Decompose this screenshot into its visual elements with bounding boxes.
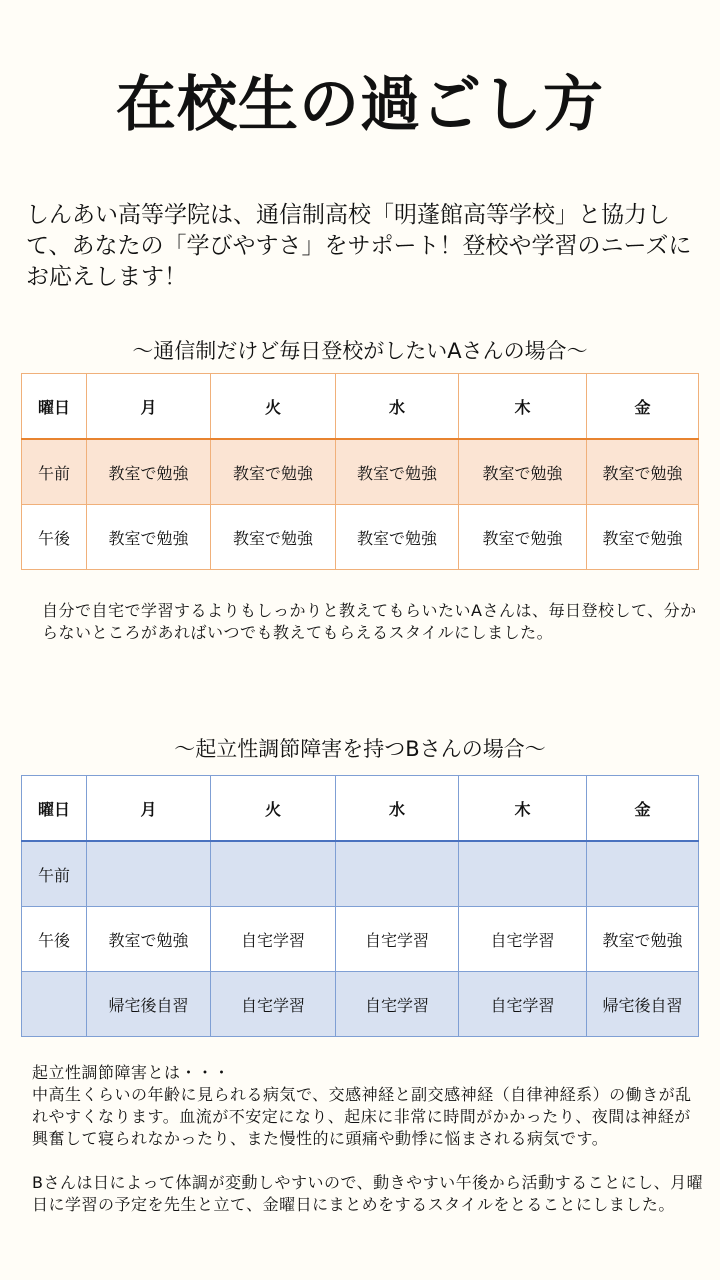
table-row xyxy=(22,841,699,907)
row-label: 午後 xyxy=(22,505,87,570)
row-label: 午前 xyxy=(22,841,87,907)
table-cell: 教室で勉強 xyxy=(459,439,587,505)
table-cell: 教室で勉強 xyxy=(587,907,699,972)
empty-slot-cell xyxy=(336,841,459,907)
case-b-note xyxy=(32,1062,704,1216)
header-cell: 曜日 xyxy=(22,374,87,440)
table-cell: 自宅学習 xyxy=(211,907,336,972)
header-cell: 火 xyxy=(211,776,336,842)
table-cell: 教室で勉強 xyxy=(211,439,336,505)
case-a-note: 自分で自宅で学習するよりもしっかりと教えてもらいたいAさんは、毎日登校して、分からないところがあればいつでも教えてもらえるスタイルにしました。 xyxy=(42,601,697,642)
case-a-schedule-table xyxy=(21,373,699,570)
intro-text: しんあい高等学院は、通信制高校「明蓬館高等学校」と協力して、あなたの「学びやすさ」をサポート！登校や学習のニーズにお応えします！ xyxy=(26,202,692,290)
note-title: 起立性調節障害とは・・・ xyxy=(32,1063,231,1082)
empty-slot-cell xyxy=(211,841,336,907)
header-cell: 木 xyxy=(459,776,587,842)
table-cell: 教室で勉強 xyxy=(587,505,699,570)
header-cell: 月 xyxy=(87,374,211,440)
row-label xyxy=(22,972,87,1037)
case-b-schedule-table xyxy=(21,775,699,1037)
empty-slot-cell xyxy=(87,841,211,907)
table-cell: 自宅学習 xyxy=(336,907,459,972)
row-label: 午後 xyxy=(22,907,87,972)
table-cell: 教室で勉強 xyxy=(587,439,699,505)
page-title: 在校生の過ごし方 xyxy=(116,70,604,140)
table-header-row xyxy=(22,776,699,842)
table-cell: 教室で勉強 xyxy=(211,505,336,570)
case-a-heading: ～通信制だけど毎日登校がしたいAさんの場合～ xyxy=(132,339,588,363)
note-body: 中高生くらいの年齢に見られる病気で、交感神経と副交感神経（自律神経系）の働きが乱れやすくなります。血流が不安定になり、起床に非常に時間がかかったり、夜間は神経が興奮して寝られなかったり、また慢性的に頭痛や動悸に悩まされる病気です。 xyxy=(32,1085,692,1148)
table-cell: 自宅学習 xyxy=(459,907,587,972)
case-b-heading: ～起立性調節障害を持つBさんの場合～ xyxy=(174,737,546,761)
table-header-row xyxy=(22,374,699,440)
table-row xyxy=(22,439,699,505)
table-cell: 自宅学習 xyxy=(459,972,587,1037)
header-cell: 金 xyxy=(587,776,699,842)
header-cell: 水 xyxy=(336,374,459,440)
note-plan: Bさんは日によって体調が変動しやすいので、動きやすい午後から活動することにし、月曜日に学習の予定を先生と立て、金曜日にまとめをするスタイルをとることにしました。 xyxy=(32,1173,704,1214)
header-cell: 火 xyxy=(211,374,336,440)
table-cell: 教室で勉強 xyxy=(87,439,211,505)
header-cell: 金 xyxy=(587,374,699,440)
table-cell: 教室で勉強 xyxy=(336,439,459,505)
row-label: 午前 xyxy=(22,439,87,505)
empty-slot-cell xyxy=(459,841,587,907)
table-cell: 教室で勉強 xyxy=(459,505,587,570)
header-cell: 月 xyxy=(87,776,211,842)
empty-slot-cell xyxy=(587,841,699,907)
table-row xyxy=(22,907,699,972)
table-cell: 自宅学習 xyxy=(336,972,459,1037)
table-cell: 帰宅後自習 xyxy=(87,972,211,1037)
header-cell: 木 xyxy=(459,374,587,440)
header-cell: 曜日 xyxy=(22,776,87,842)
table-row xyxy=(22,505,699,570)
table-cell: 教室で勉強 xyxy=(87,505,211,570)
header-cell: 水 xyxy=(336,776,459,842)
table-cell: 自宅学習 xyxy=(211,972,336,1037)
table-cell: 帰宅後自習 xyxy=(587,972,699,1037)
table-cell: 教室で勉強 xyxy=(336,505,459,570)
table-cell: 教室で勉強 xyxy=(87,907,211,972)
table-row xyxy=(22,972,699,1037)
